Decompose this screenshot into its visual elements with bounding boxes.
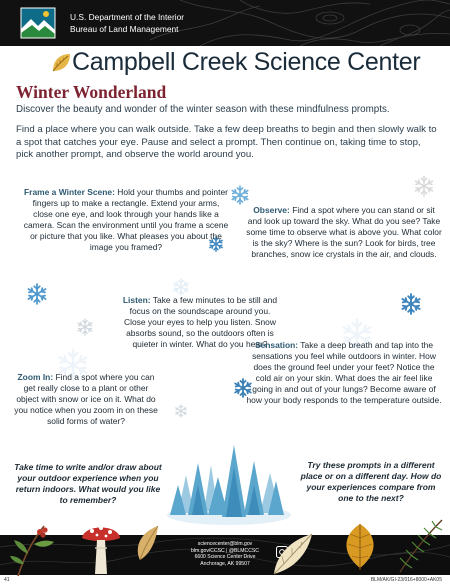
snowflake-icon bbox=[76, 318, 94, 336]
seed-pod-illustration bbox=[132, 524, 162, 562]
berry-branch-illustration bbox=[10, 518, 60, 578]
page-number: 41 bbox=[4, 577, 10, 583]
mushroom-illustration bbox=[80, 518, 122, 576]
page-title: Winter Wonderland bbox=[16, 82, 167, 102]
prompt-text: Find a spot where you can get really close to a plant or other object with snow or ice on it. What do you notice when you zoom in on these solid forms of water? bbox=[14, 372, 158, 426]
prompt-observe bbox=[246, 205, 442, 260]
birch-leaf-illustration bbox=[338, 520, 382, 572]
snowflake-icon bbox=[172, 278, 190, 296]
prompt-heading: Zoom In: bbox=[17, 372, 54, 382]
intro-line: Discover the beauty and wonder of the winter season with these mindfulness prompts. bbox=[16, 104, 390, 115]
snowflake-icon bbox=[26, 283, 48, 305]
contact-info bbox=[164, 541, 286, 567]
contact-email: sciencecenter@blm.gov bbox=[197, 541, 253, 547]
closing-note-right: Try these prompts in a different place or on a different day. How do your experiences compare from one to the next? bbox=[300, 460, 442, 503]
closing-note-left: Take time to write and/or draw about your outdoor experience when you return indoors. What would you like to remember? bbox=[14, 462, 162, 505]
snowflake-icon bbox=[230, 185, 250, 205]
contact-address: 6600 Science Center Drive bbox=[194, 554, 256, 561]
prompt-text: Take a few minutes to be still and focus on the soundscape around you. Close your eyes to help you listen. Snow absorbs sound, so the outdoors often is quieter in winter. What do you hear? bbox=[124, 295, 278, 349]
prompt-text: Hold your thumbs and pointer fingers up to make a rectangle. Extend your arms, close one eye, and look through your hands like a camera. Scan the environment until you frame a scene or picture that you like. What pleases you about the image you framed? bbox=[23, 187, 229, 252]
header-banner bbox=[0, 0, 450, 46]
snowflake-icon bbox=[400, 293, 422, 315]
agency-line-2: Bureau of Land Management bbox=[70, 24, 179, 34]
prompt-heading: Listen: bbox=[122, 295, 151, 305]
snowy-forest-illustration bbox=[164, 415, 294, 527]
contact-city: Anchorage, AK 99507 bbox=[200, 560, 250, 567]
blm-logo-icon bbox=[20, 7, 56, 39]
topographic-pattern bbox=[0, 0, 450, 46]
prompt-heading: Observe: bbox=[253, 205, 290, 215]
prompt-heading: Frame a Winter Scene: bbox=[24, 187, 115, 197]
spruce-branch-illustration bbox=[396, 514, 446, 574]
intro-paragraph: Find a place where you can walk outside. Take a few deep breaths to begin and then slowly walk to a spot that catches your eye. Pause and select a prompt. Then continue on, taking time to stop, pick another prompt, and observe the world around you. bbox=[16, 124, 437, 161]
prompt-heading: Sensation: bbox=[254, 340, 299, 350]
prompt-sensation bbox=[246, 340, 442, 406]
publication-code: BLM/AK/GI-23/016+8000+AK05 bbox=[370, 577, 442, 583]
prompt-text: Take a deep breath and tap into the sensations you feel while outdoors in winter. How does the ground feel under your feet? Notice the cold air on your skin. What does the air feel like going in and out of your lungs? Become aware of how your body responds to the temperature outside. bbox=[246, 340, 442, 405]
prompt-zoom-in bbox=[14, 372, 158, 427]
agency-line-1: U.S. Department of the Interior bbox=[70, 12, 185, 22]
leaf-icon bbox=[50, 52, 72, 74]
snowflake-icon bbox=[413, 175, 435, 197]
prompt-frame-scene bbox=[22, 187, 230, 253]
prompt-text: Find a spot where you can stand or sit and look up toward the sky. What do you see? Take some time to observe what is above you. What color is the sky? Where is the sun? Look for birds, tree branches, snow ice crystals in the air, and clouds. bbox=[246, 205, 442, 259]
contact-social: blm.gov/CCSC | @BLMCCSC bbox=[191, 547, 259, 554]
center-name: Campbell Creek Science Center bbox=[72, 48, 421, 76]
